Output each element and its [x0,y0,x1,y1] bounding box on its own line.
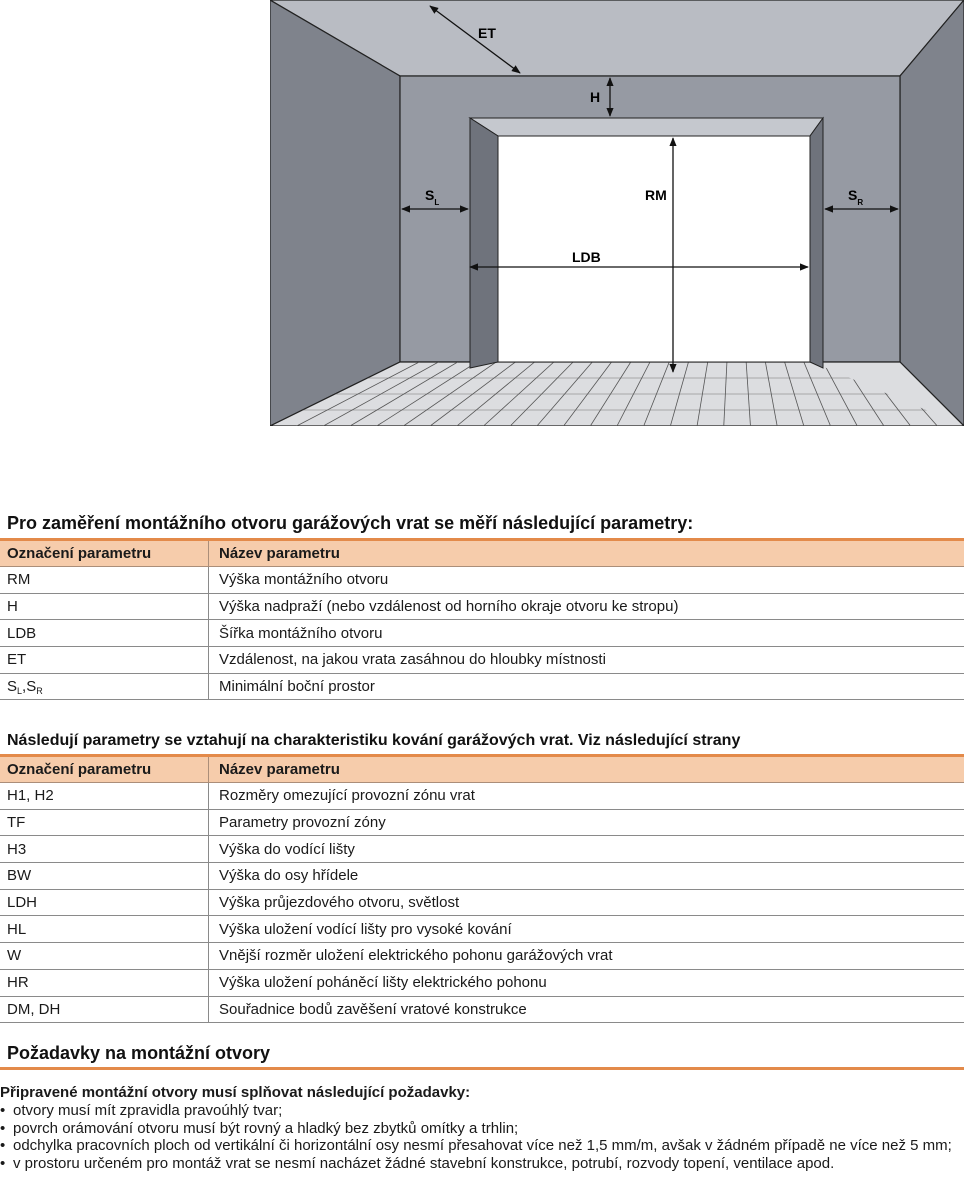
param-code: ET [0,647,209,674]
list-item: • povrch orámování otvoru musí být rovný a hladký bez zbytků omítky a trhlin; [0,1121,962,1138]
sl-label: $S_L$ [425,187,440,207]
section2-table [0,754,964,1023]
table-row [0,567,964,594]
list-item: • v prostoru určeném pro montáž vrat se nesmí nacházet žádné stavební konstrukce, potrubí, rozvody topení, ventilace apod. [0,1156,962,1173]
table-row [0,620,964,647]
param-code: H1, H2 [0,783,209,810]
param-name: Výška uložení poháněcí lišty elektrického pohonu [209,969,965,996]
opening-reveal-right [810,118,823,368]
param-name: Výška uložení vodící lišty pro vysoké kování [209,916,965,943]
param-name: Minimální boční prostor [209,673,965,700]
requirements-list [0,1103,962,1173]
table-row [0,916,964,943]
param-code: H [0,593,209,620]
list-item: • otvory musí mít zpravidla pravoúhlý tvar; [0,1103,962,1120]
table-header-row [0,540,964,567]
h-label: H [590,89,601,105]
section1-title: Pro zaměření montážního otvoru garážových vrat se měří následující parametry: [7,513,694,533]
column-header-code: Označení parametru [0,756,209,783]
garage-opening-diagram [270,0,964,426]
param-name: Výška montážního otvoru [209,567,965,594]
opening-reveal-top [470,118,823,136]
param-name: Výška do vodící lišty [209,836,965,863]
table-row [0,783,964,810]
table-row [0,943,964,970]
section1-table [0,538,964,700]
column-header-name: Název parametru [209,540,965,567]
table-row [0,996,964,1023]
section3-divider [0,1067,964,1070]
param-code: $S_L,S_R$ [0,673,209,700]
param-code: DM, DH [0,996,209,1023]
et-label: ET [478,25,496,41]
requirements-lead: Připravené montážní otvory musí splňovat následující požadavky: [0,1084,471,1101]
param-code: LDH [0,889,209,916]
param-name: Souřadnice bodů zavěšení vratové konstrukce [209,996,965,1023]
param-code: H3 [0,836,209,863]
table-row [0,593,964,620]
param-name: Šířka montážního otvoru [209,620,965,647]
column-header-code: Označení parametru [0,540,209,567]
param-name: Výška průjezdového otvoru, světlost [209,889,965,916]
param-name: Výška do osy hřídele [209,863,965,890]
param-name: Vzdálenost, na jakou vrata zasáhnou do hloubky místnosti [209,647,965,674]
section3-title: Požadavky na montážní otvory [7,1043,271,1063]
column-header-name: Název parametru [209,756,965,783]
param-name: Parametry provozní zóny [209,809,965,836]
ldb-label: LDB [572,249,601,265]
param-name: Výška nadpraží (nebo vzdálenost od horního okraje otvoru ke stropu) [209,593,965,620]
table-row [0,647,964,674]
table-row [0,673,964,700]
sr-label: $S_R$ [848,187,864,207]
table-row [0,969,964,996]
table-header-row [0,756,964,783]
opening-reveal-left [470,118,498,368]
section2-title: Následují parametry se vztahují na charakteristiku kování garážových vrat. Viz následující strany [7,732,741,749]
param-name: Rozměry omezující provozní zónu vrat [209,783,965,810]
param-code: W [0,943,209,970]
right-wall [900,0,964,426]
param-code: RM [0,567,209,594]
param-name: Vnější rozměr uložení elektrického pohonu garážových vrat [209,943,965,970]
param-code: BW [0,863,209,890]
param-code: TF [0,809,209,836]
param-code: HR [0,969,209,996]
table-row [0,809,964,836]
rm-label: RM [645,187,667,203]
param-code: LDB [0,620,209,647]
param-code: HL [0,916,209,943]
table-row [0,836,964,863]
list-item: • odchylka pracovních ploch od vertikální či horizontální osy nesmí přesahovat více než 1,5 mm/m, avšak v žádném případě ne více než 5 mm; [0,1138,962,1155]
door-opening [498,136,810,362]
table-row [0,889,964,916]
table-row [0,863,964,890]
